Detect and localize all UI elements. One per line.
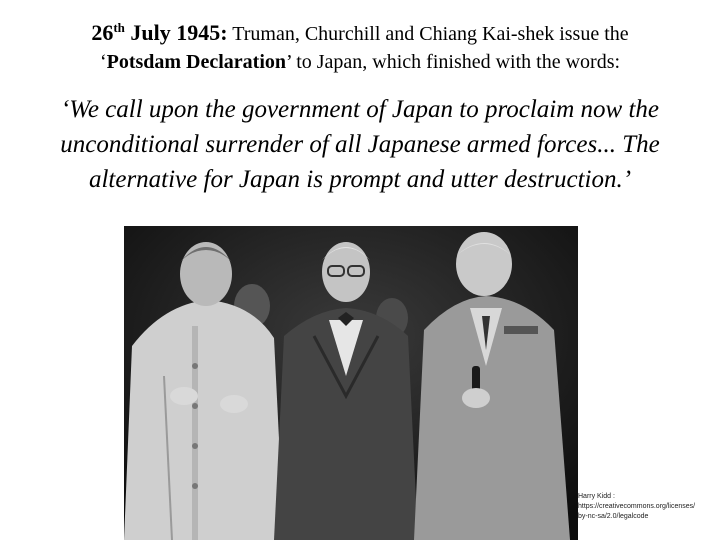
quote-line-1: ‘We call upon the government of Japan to proclaim now the <box>60 96 660 123</box>
credit-license-link[interactable]: https://creativecommons.org/licenses/by-nc-sa/2.0/legalcode <box>578 503 696 520</box>
quote-line-3: alternative for Japan is prompt and utter destruction.’ <box>88 166 632 193</box>
historical-photo <box>124 226 578 540</box>
slide-title <box>0 14 720 76</box>
photo-illustration <box>124 226 578 540</box>
quote-line-2: unconditional surrender of all Japanese armed forces... The <box>60 131 660 158</box>
credit-author: Harry Kidd : <box>578 493 615 500</box>
title-line-1-text: Truman, Churchill and Chiang Kai-shek issue the <box>227 23 629 45</box>
declaration-name: Potsdam Declaration <box>106 51 287 73</box>
title-line-1 <box>0 14 720 48</box>
photo-credit <box>578 492 698 522</box>
date-label: 26th July 1945: <box>91 20 228 45</box>
declaration-quote <box>20 92 700 197</box>
title-line-2-text: ’ to Japan, which finished with the words: <box>286 51 621 73</box>
title-line-2: ‘Potsdam Declaration’ to Japan, which finished with the words: <box>99 51 621 73</box>
